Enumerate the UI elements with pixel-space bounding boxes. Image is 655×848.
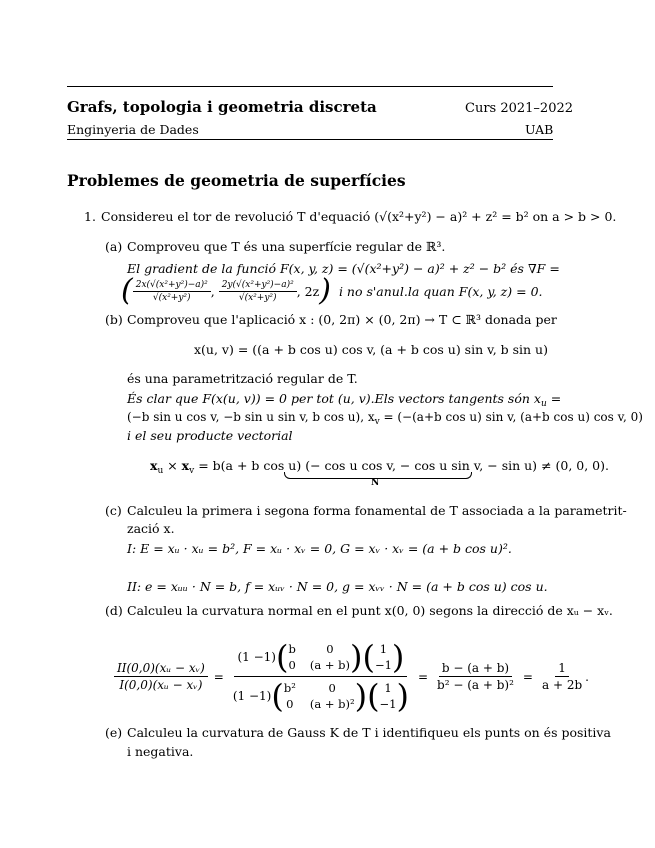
part-b-answer-left: És clar que F(x(u, v)) = 0 per tot (u, v).: [127, 391, 375, 406]
university-name: UAB: [525, 122, 554, 137]
gradient-z-term: , 2z: [296, 283, 320, 299]
normal-curvature-equation: $\frac{\text{II(0,0)(xᵤ − xᵥ)}}{\text{I(0,0)(xᵤ − xᵥ)}}$ = (1 −1) ( b 0 0 (a + b) ) ( 1 −1 ) (1 −1) ( b² 0 0 (a + b)² ) ( 1 −1 ) = $\frac{b - (a + b)}{\text{b² − (a + b)²}}$ = $\frac{1}{a + 2b}$ .: [114, 641, 589, 712]
gradient-frac-y-den: √(x²+y²): [238, 292, 277, 303]
part-c-question-line1: Calculeu la primera i segona forma fonamental de T associada a la parametrit-: [127, 503, 627, 518]
matrix-II-11: b: [288, 642, 296, 656]
part-b-answer-line2: [127, 410, 643, 427]
gradient-open-paren: (: [121, 273, 133, 308]
matrix-I-12: 0: [328, 681, 336, 695]
den-col-vector-1: 1: [384, 681, 392, 695]
part-a-answer-line1: El gradient de la funció F(x, y, z) = (√(x²+y²) − a)² + z² − b² és ∇F =: [127, 261, 560, 276]
problem-statement: Considereu el tor de revolució T d'equació (√(x²+y²) − a)² + z² = b² on a > b > 0.: [101, 209, 617, 224]
matrix-II: [288, 642, 350, 672]
gradient-frac-x-num: 2x(√(x²+y²)−a)²: [133, 280, 211, 292]
gradient-frac-y: [219, 280, 297, 303]
cross-lhs-x: x: [150, 458, 158, 473]
cross-end: ≠ (0, 0, 0).: [541, 458, 609, 473]
part-d-question: Calculeu la curvatura normal en el punt x(0, 0) segons la direcció de xᵤ − xᵥ.: [127, 603, 613, 618]
part-c-question-line2: zació x.: [127, 521, 175, 536]
part-a-gradient: ( $\frac{\text{2x(√(x²+y²)−a)²}}{\text{√(x²+y²)}}$ , $\frac{\text{2y(√(x²+y²)−a)²}}{\text{√(x²+y²)}}$ , 2z ) i no s'anul.la quan F(x, y, z) = 0.: [121, 273, 543, 308]
lhs-frac: [114, 661, 208, 692]
result-frac: [539, 661, 585, 692]
part-e-question-line1: Calculeu la curvatura de Gauss K de T i identifiqueu els punts on és positiva: [127, 725, 611, 740]
result-den: a + 2b: [541, 678, 583, 692]
part-b-answer-line3: i el seu producte vectorial: [127, 428, 293, 443]
part-b-answer-right: Els vectors tangents són x: [374, 391, 541, 406]
matrix-II-21: 0: [288, 658, 296, 672]
matrix-I-11: b²: [283, 681, 296, 695]
num-row-vector: (1 −1): [237, 650, 276, 664]
matrix-II-22: (a + b): [309, 658, 350, 672]
part-b-answer-line1: [127, 391, 562, 409]
cross-vector-wrap: [305, 458, 537, 473]
part-b-question-end: és una parametrització regular de T.: [127, 371, 358, 386]
part-b-question: Comproveu que l'aplicació x : (0, 2π) × (0, 2π) → T ⊂ ℝ³ donada per: [127, 312, 557, 327]
matrix-frac-den: (1 −1) ( b² 0 0 (a + b)² ) ( 1 −1 ): [232, 677, 409, 715]
part-b-formula: x(u, v) = ((a + b cos u) cos v, (a + b cos u) sin v, b sin u): [194, 342, 548, 357]
part-b-cross-product: $x_u \times x_v = b(a + b$ cos u) (− cos u cos v, − cos u sin v, − sin u) ≠ (0, 0, 0).: [150, 458, 609, 476]
course-title: Grafs, topologia i geometria discreta: [67, 98, 377, 116]
matrix-II-12: 0: [326, 642, 334, 656]
part-a-question: Comproveu que T és una superfície regular de ℝ³.: [127, 239, 446, 254]
den-col-vector-2: −1: [379, 697, 397, 711]
matrix-I-22: (a + b)²: [309, 697, 355, 711]
num-col-vector-1: 1: [379, 642, 388, 656]
part-c-first-form: I: E = xᵤ · xᵤ = b², F = xᵤ · xᵥ = 0, G = xᵥ · xᵥ = (a + b cos u)².: [127, 541, 512, 556]
matrix-frac: [230, 638, 412, 715]
gradient-close-paren: ): [319, 273, 331, 308]
cross-factor: = b(a + b cos u): [194, 458, 302, 473]
part-e-label: (e): [105, 725, 123, 740]
course-year: Curs 2021–2022: [465, 101, 574, 116]
part-b-tangent-v: = (−(a+b cos u) sin v, (a+b cos u) cos v, 0): [379, 410, 643, 424]
matrix-frac-num: (1 −1) ( b 0 0 (a + b) ) ( 1 −1 ): [234, 641, 407, 677]
den-row-vector: (1 −1): [232, 689, 272, 703]
num-col-vector: [375, 642, 392, 672]
gradient-frac-x: [133, 280, 211, 303]
matrix-I: [284, 681, 355, 711]
matrix-I-21: 0: [286, 697, 294, 711]
gradient-frac-x-den: √(x²+y²): [152, 292, 191, 303]
part-b-answer-eq: =: [550, 391, 562, 406]
header-bottom-rule: [67, 139, 553, 140]
part-c-label: (c): [105, 503, 122, 518]
part-c-second-form: II: e = xᵤᵤ · N = b, f = xᵤᵥ · N = 0, g = xᵥᵥ · N = (a + b cos u) cos u.: [127, 579, 548, 594]
mid-den: b² − (a + b)²: [437, 678, 514, 692]
part-a-label: (a): [105, 239, 123, 254]
num-col-vector-2: −1: [374, 658, 392, 672]
part-b-tangent-u: (−b sin u cos v, −b sin u sin v, b cos u), x: [127, 410, 375, 424]
header-top-rule: [67, 86, 553, 87]
section-title: Problemes de geometria de superfícies: [67, 171, 406, 190]
problem-number: 1.: [84, 209, 96, 224]
part-b-tangent-sub-v: v: [374, 417, 380, 427]
part-a-answer-end: i no s'anul.la quan F(x, y, z) = 0.: [338, 283, 543, 299]
gradient-frac-y-num: 2y(√(x²+y²)−a)²: [219, 280, 297, 292]
normal-vector-label: N: [371, 478, 380, 488]
mid-frac: [434, 661, 517, 692]
part-b-answer-sub-u: u: [540, 399, 547, 409]
lhs-num: II(0,0)(xᵤ − xᵥ): [114, 661, 208, 677]
part-e-question-line2: i negativa.: [127, 744, 194, 759]
result-num: 1: [555, 661, 569, 677]
part-d-label: (d): [105, 603, 123, 618]
mid-num: b − (a + b): [439, 661, 512, 677]
part-b-label: (b): [105, 312, 123, 327]
lhs-den: I(0,0)(xᵤ − xᵥ): [119, 678, 203, 692]
den-col-vector: [380, 681, 397, 711]
cross-vector: (− cos u cos v, − cos u sin v, − sin u): [305, 458, 538, 473]
degree-name: Enginyeria de Dades: [67, 122, 199, 137]
